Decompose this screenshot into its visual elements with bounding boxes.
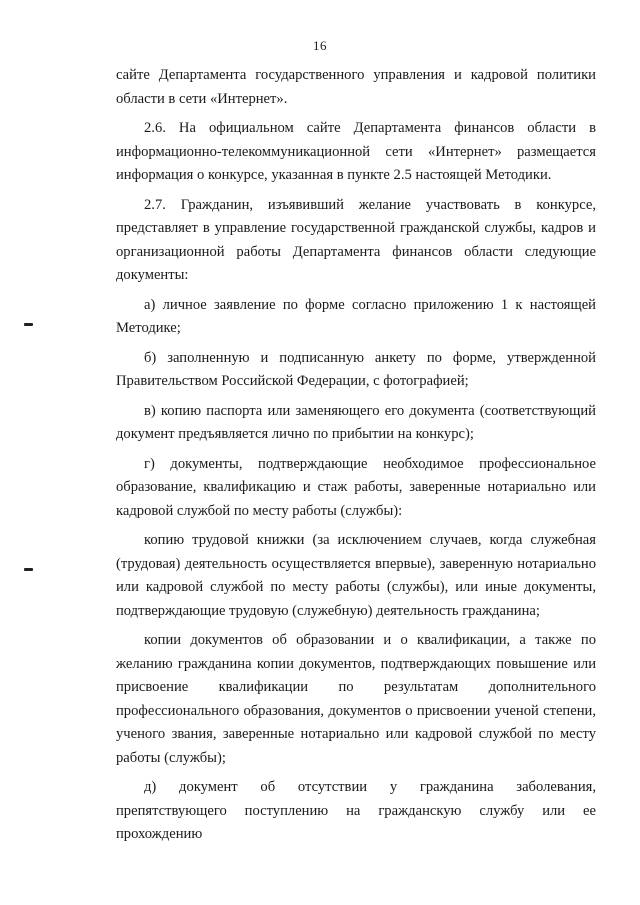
text-line: документы: [116, 267, 189, 283]
paragraph [116, 194, 596, 288]
list-item [116, 347, 596, 394]
text-line: д) документ об отсутствии у гражданина заболевания, [144, 779, 596, 795]
text-line: (трудовая) деятельность осуществляется впервые), заверенную нотариально [116, 555, 596, 572]
text-line: или кадровой службой по месту работы (службы), или иные документы, [116, 579, 596, 595]
list-item [116, 294, 596, 341]
text-line: Правительством Российской Федерации, с фотографией; [116, 373, 469, 389]
text-line: препятствующего поступлению на гражданскую службу или ее прохождению [116, 802, 596, 842]
text-line: 2.6. На официальном сайте Департамента финансов области в [144, 120, 596, 136]
text-line: представляет в управление государственной гражданской службы, кадров и [116, 220, 596, 236]
text-line: организационной работы Департамента финансов области следующие [116, 243, 596, 260]
text-line: кадровой службой по месту работы (службы): [116, 502, 403, 519]
list-item [116, 776, 596, 842]
text-line: присвоение квалификации по результатам дополнительного [116, 679, 596, 695]
margin-mark [24, 323, 33, 326]
page-number: 16 [313, 38, 327, 53]
text-line: профессионального образования, документов о присвоении ученой степени, [116, 702, 596, 719]
text-line: 2.7. Гражданин, изъявивший желание участвовать в конкурсе, [144, 196, 596, 213]
text-line: сайте Департамента государственного управления и кадровой политики [116, 67, 596, 83]
text-line: области в сети «Интернет». [116, 90, 288, 107]
paragraph [116, 629, 596, 770]
text-line: работы (службы); [116, 749, 226, 766]
text-line: подтверждающие трудовую (служебную) деятельность гражданина; [116, 602, 540, 619]
document-body [116, 64, 596, 842]
text-line: образование, квалификацию и стаж работы, заверенные нотариально или [116, 479, 596, 495]
paragraph [116, 64, 596, 111]
text-line: г) документы, подтверждающие необходимое профессиональное [144, 455, 596, 472]
text-line: копию трудовой книжки (за исключением случаев, когда служебная [144, 532, 596, 548]
paragraph [116, 529, 596, 623]
text-line: Методике; [116, 320, 181, 336]
text-line: информационно-телекоммуникационной сети «Интернет» размещается [116, 143, 596, 160]
paragraph [116, 117, 596, 188]
text-line: копии документов об образовании и о квалификации, а также по [144, 632, 596, 648]
text-line: желанию гражданина копии документов, подтверждающих повышение или [116, 655, 596, 672]
text-line: информация о конкурсе, указанная в пункте 2.5 настоящей Методики. [116, 167, 552, 183]
list-item [116, 453, 596, 524]
text-line: документ предъявляется лично по прибытии на конкурс); [116, 426, 474, 442]
margin-mark [24, 568, 33, 571]
list-item [116, 400, 596, 447]
text-line: в) копию паспорта или заменяющего его документа (соответствующий [144, 402, 596, 419]
text-line: а) личное заявление по форме согласно приложению 1 к настоящей [144, 296, 596, 313]
text-line: б) заполненную и подписанную анкету по форме, утвержденной [144, 349, 596, 366]
text-line: ученого звания, заверенные нотариально или кадровой службой по месту [116, 726, 596, 742]
